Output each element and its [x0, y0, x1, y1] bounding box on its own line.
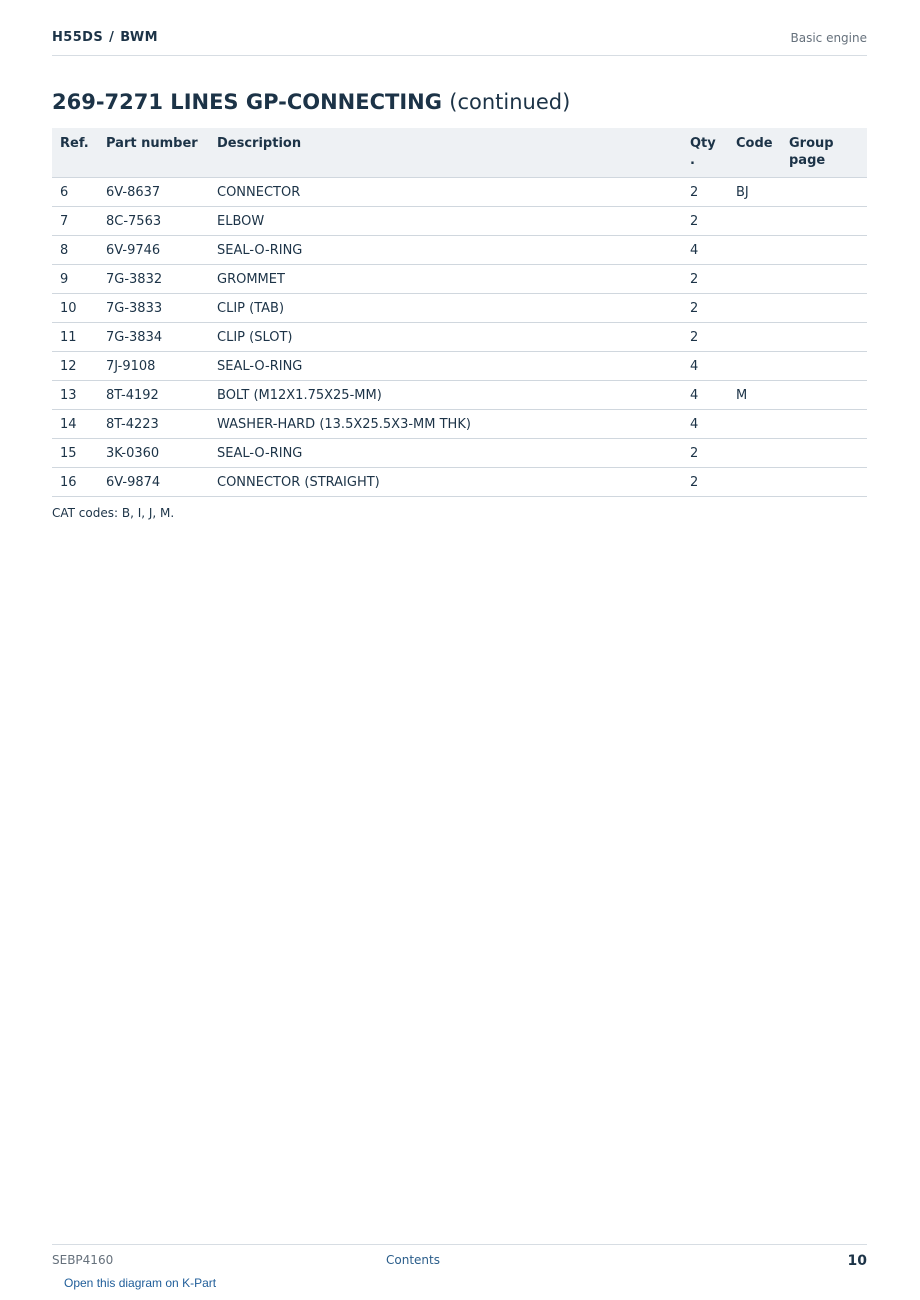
part-number-cell: 7G-3833	[98, 294, 209, 323]
ref-cell: 14	[52, 410, 98, 439]
variant-name: BWM	[120, 30, 158, 45]
code-cell	[728, 468, 781, 497]
table-row	[52, 410, 867, 439]
part-number-cell: 7J-9108	[98, 352, 209, 381]
qty-cell: 4	[682, 410, 728, 439]
ref-cell: 7	[52, 207, 98, 236]
part-number-cell: 8T-4192	[98, 381, 209, 410]
table-header-row	[52, 128, 867, 178]
open-kpart-link[interactable]: Open this diagram on K-Part	[64, 1276, 217, 1290]
ref-cell: 6	[52, 178, 98, 207]
qty-cell: 4	[682, 352, 728, 381]
qty-cell: 4	[682, 381, 728, 410]
ref-cell: 11	[52, 323, 98, 352]
description-cell: GROMMET	[209, 265, 682, 294]
table-row	[52, 352, 867, 381]
group-page-cell	[781, 439, 867, 468]
table-row	[52, 323, 867, 352]
code-cell	[728, 410, 781, 439]
code-cell: BJ	[728, 178, 781, 207]
group-page-cell	[781, 323, 867, 352]
header-part-number: Part number	[98, 128, 209, 178]
qty-cell: 4	[682, 236, 728, 265]
part-number-cell: 7G-3832	[98, 265, 209, 294]
part-number-cell: 8T-4223	[98, 410, 209, 439]
code-cell	[728, 439, 781, 468]
page-footer	[52, 1244, 867, 1275]
code-cell: M	[728, 381, 781, 410]
description-cell: SEAL-O-RING	[209, 236, 682, 265]
code-cell	[728, 207, 781, 236]
group-page-cell	[781, 410, 867, 439]
group-page-cell	[781, 468, 867, 497]
part-number-cell: 6V-9874	[98, 468, 209, 497]
table-row	[52, 468, 867, 497]
ref-cell: 13	[52, 381, 98, 410]
table-row	[52, 265, 867, 294]
description-cell: CONNECTOR	[209, 178, 682, 207]
title-suffix: (continued)	[449, 90, 571, 114]
qty-cell: 2	[682, 207, 728, 236]
code-cell	[728, 352, 781, 381]
qty-cell: 2	[682, 178, 728, 207]
document-id: SEBP4160	[52, 1253, 114, 1267]
ref-cell: 10	[52, 294, 98, 323]
header-qty: Qty .	[682, 128, 728, 178]
group-page-cell	[781, 294, 867, 323]
table-row	[52, 178, 867, 207]
model-breadcrumb	[52, 30, 158, 45]
description-cell: WASHER-HARD (13.5X25.5X3-MM THK)	[209, 410, 682, 439]
table-row	[52, 207, 867, 236]
code-cell	[728, 294, 781, 323]
contents-link[interactable]: Contents	[386, 1253, 440, 1267]
ref-cell: 9	[52, 265, 98, 294]
group-page-cell	[781, 352, 867, 381]
group-page-cell	[781, 381, 867, 410]
header-code: Code	[728, 128, 781, 178]
description-cell: SEAL-O-RING	[209, 439, 682, 468]
qty-cell: 2	[682, 323, 728, 352]
description-cell: BOLT (M12X1.75X25-MM)	[209, 381, 682, 410]
description-cell: CLIP (SLOT)	[209, 323, 682, 352]
code-cell	[728, 323, 781, 352]
table-row	[52, 294, 867, 323]
qty-cell: 2	[682, 439, 728, 468]
ref-cell: 16	[52, 468, 98, 497]
part-number-cell: 7G-3834	[98, 323, 209, 352]
parts-table	[52, 128, 867, 497]
part-number-cell: 8C-7563	[98, 207, 209, 236]
qty-cell: 2	[682, 294, 728, 323]
code-cell	[728, 265, 781, 294]
model-name: H55DS	[52, 30, 104, 45]
group-page-cell	[781, 236, 867, 265]
title-main: 269-7271 LINES GP-CONNECTING	[52, 90, 442, 114]
table-row	[52, 236, 867, 265]
header-description: Description	[209, 128, 682, 178]
header-ref: Ref.	[52, 128, 98, 178]
description-cell: CLIP (TAB)	[209, 294, 682, 323]
code-cell	[728, 236, 781, 265]
table-row	[52, 381, 867, 410]
page-number: 10	[847, 1253, 867, 1269]
breadcrumb-separator: /	[109, 30, 115, 45]
ref-cell: 8	[52, 236, 98, 265]
cat-codes-note: CAT codes: B, I, J, M.	[52, 506, 175, 520]
qty-cell: 2	[682, 468, 728, 497]
group-page-cell	[781, 178, 867, 207]
description-cell: ELBOW	[209, 207, 682, 236]
group-page-cell	[781, 207, 867, 236]
description-cell: SEAL-O-RING	[209, 352, 682, 381]
page-header	[52, 28, 867, 56]
part-number-cell: 6V-8637	[98, 178, 209, 207]
group-page-cell	[781, 265, 867, 294]
description-cell: CONNECTOR (STRAIGHT)	[209, 468, 682, 497]
table-row	[52, 439, 867, 468]
part-number-cell: 6V-9746	[98, 236, 209, 265]
section-name: Basic engine	[790, 31, 867, 45]
ref-cell: 12	[52, 352, 98, 381]
page-title	[52, 90, 570, 114]
part-number-cell: 3K-0360	[98, 439, 209, 468]
qty-cell: 2	[682, 265, 728, 294]
header-group-page: Group page	[781, 128, 867, 178]
ref-cell: 15	[52, 439, 98, 468]
